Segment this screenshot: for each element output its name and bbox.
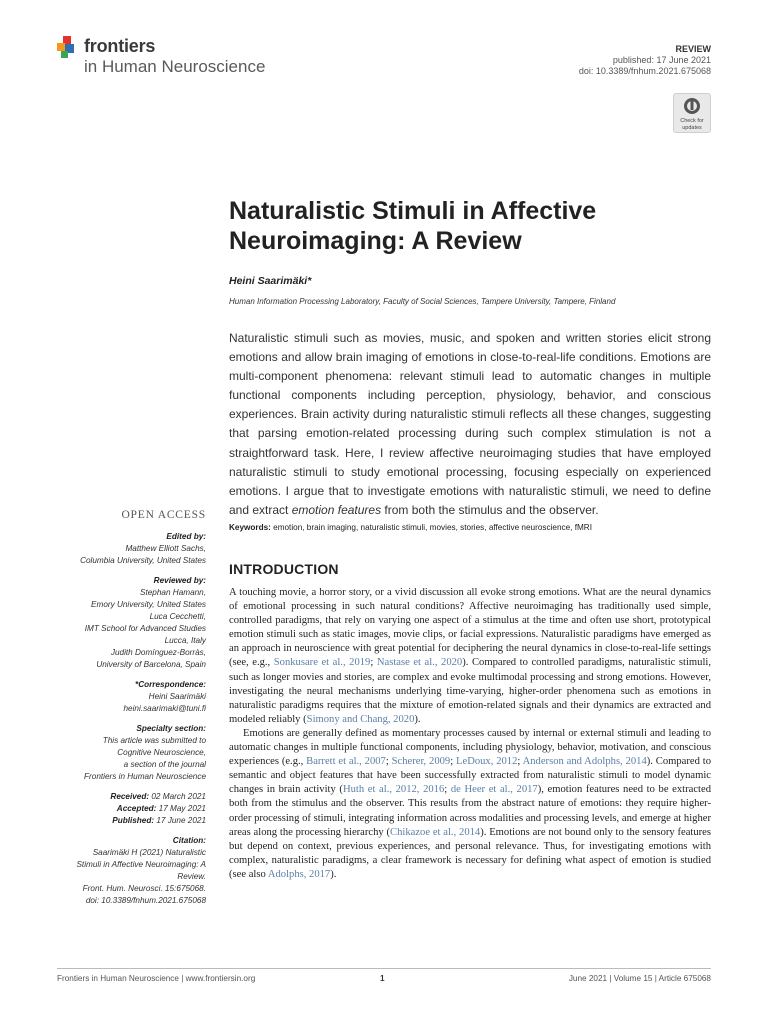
citation-link[interactable]: LeDoux, 2012 [456, 756, 518, 768]
abstract-emphasis: emotion features [291, 502, 382, 517]
citation-link[interactable]: Barrett et al., 2007 [306, 756, 386, 768]
citation-link[interactable]: Sonkusare et al., 2019 [273, 657, 371, 669]
article-type: REVIEW [675, 44, 711, 54]
keywords [229, 523, 711, 532]
open-access-label: OPEN ACCESS [121, 509, 206, 521]
frontiers-logo-icon [57, 36, 81, 60]
citation-link[interactable]: Huth et al., 2012, 2016 [342, 784, 445, 796]
page-number: 1 [380, 974, 385, 983]
paragraph-text: ). [330, 868, 337, 880]
paragraph-text: A touching movie, a horror story, or a vivid discussion all evoke strong emotions. What are the neural dynamics of emotional processing in such natural conditions? Affective neuroimaging has traditionally used simple, controlled paradigms, that rely on varying one aspect of a stimulus at the time and often use short, prototypical emotion stimuli such as static images, movie clips, or facial expressions. Naturalistic paradigms have emerged as an approach in neuroscience with great potential for deciphering the neural dynamics in close-to-real-life settings (see, e.g., [229, 587, 711, 669]
citation-link[interactable]: Nastase et al., 2020 [376, 657, 463, 669]
section-heading-introduction: INTRODUCTION [229, 561, 339, 577]
body-paragraph [229, 727, 711, 882]
footer-journal-site[interactable]: Frontiers in Human Neuroscience | www.frontiersin.org [57, 974, 256, 983]
citation-link[interactable]: de Heer et al., 2017 [450, 784, 538, 796]
logo-journal-name: in Human Neuroscience [84, 57, 266, 76]
journal-logo[interactable] [57, 34, 317, 82]
citation-link[interactable]: Scherer, 2009 [391, 756, 451, 768]
paragraph-text: ). Compared to semantic and object features that have been successfully extracted from naturalistic stimuli to model dynamic changes in brain activity ( [229, 756, 711, 796]
paragraph-text: ; [385, 756, 392, 768]
reviewer-line: IMT School for Advanced Studies [84, 624, 206, 633]
received-date: Received: 02 March 2021 [110, 792, 206, 801]
published-date-sidebar: Published: 17 June 2021 [112, 816, 206, 825]
paragraph-text: ). Compared to controlled paradigms, naturalistic stimuli, such as longer movies and stories, are complex and evoke multimodal processing and strong emotions. However, investigating the neural mechanisms underlying time-varying, higher-order phenomena such as emotions in naturalistic paradigms requires that the mixture of emotion-related signals and their dynamics are extracted and modeled reliably ( [229, 657, 711, 725]
badge-text: Check for updates [680, 118, 704, 131]
keywords-label: Keywords: [229, 523, 271, 532]
dates-block [6, 791, 206, 827]
footer-volume-info: June 2021 | Volume 15 | Article 675068 [568, 974, 711, 983]
citation-doi[interactable]: doi: 10.3389/fnhum.2021.675068 [85, 896, 206, 905]
keywords-list: emotion, brain imaging, naturalistic stimuli, movies, stories, affective neuroscience, fMRI [270, 523, 592, 532]
paragraph-text: ). [414, 713, 421, 725]
author-name[interactable]: Heini Saarimäki* [229, 275, 312, 287]
citation-link[interactable]: Adolphs, 2017 [267, 868, 331, 880]
reviewer-line: University of Barcelona, Spain [96, 660, 206, 669]
reviewer-line[interactable]: Luca Cecchetti, [149, 612, 206, 621]
published-date: published: 17 June 2021 [612, 55, 711, 65]
body-paragraph [229, 586, 711, 727]
footer-divider [57, 968, 711, 969]
correspondence-email[interactable]: heini.saarimaki@tuni.fi [123, 704, 206, 713]
paragraph-text: Emotions are generally defined as momentary processes caused by internal or external stimuli and leading to automatic changes in multiple functional components, including physiology, behavior, motivation, and conscious experiences (e.g., [229, 727, 711, 768]
check-updates-icon [683, 97, 701, 115]
accepted-date: Accepted: 17 May 2021 [116, 804, 206, 813]
reviewer-line[interactable]: Stephan Hamann, [140, 588, 206, 597]
reviewer-line: Emory University, United States [91, 600, 206, 609]
reviewed-by-block: Reviewed by: Stephan Hamann, Emory University, United States Luca Cecchetti, IMT School for Advanced Studies Lucca, Italy Judith Domínguez-Borràs, University of Barcelona, Spain [6, 575, 206, 671]
article-title: Naturalistic Stimuli in Affective Neuroimaging: A Review [229, 197, 597, 255]
article-info-sidebar [6, 509, 206, 915]
logo-brand: frontiers [84, 36, 156, 56]
check-for-updates-badge[interactable] [673, 93, 711, 133]
introduction-body [229, 586, 711, 882]
article-meta-header [579, 44, 711, 77]
reviewer-line: Lucca, Italy [164, 636, 206, 645]
doi-link[interactable]: doi: 10.3389/fnhum.2021.675068 [578, 66, 711, 76]
correspondence-block: *Correspondence: Heini Saarimäki heini.saarimaki@tuni.fi [6, 679, 206, 715]
citation-link[interactable]: Chikazoe et al., 2014 [390, 826, 481, 838]
paragraph-text: ; [444, 784, 451, 796]
paragraph-text: ). Emotions are not bound only to the sensory features but depend on context, previous experiences, and personal relevance. Thus, for investigating emotions with complex, naturalistic paradigms, a clear framework is necessary for defining what aspect of emotion is studied (see also [229, 826, 712, 880]
citation-link[interactable]: Anderson and Adolphs, 2014 [522, 756, 647, 768]
abstract: Naturalistic stimuli such as movies, music, and spoken and written stories elicit strong emotions and allow brain imaging of emotions in close-to-real-life conditions. Emotions are multi-component phenomena: relevant stimuli lead to automatic changes in multiple functional components including perception, physiology, behavior, and conscious experiences. Brain activity during naturalistic stimuli reflects all these changes, suggesting that parsing emotion-related processing during such complex stimulation is not a straightforward task. Here, I review affective neuroimaging studies that have employed naturalistic stimuli to study emotional processing, focusing especially on experienced emotions. I argue that to investigate emotions with naturalistic stimuli, we need to define and extract emotion features from both the stimulus and the observer. [229, 331, 711, 517]
citation-block: Citation: Saarimäki H (2021) Naturalistic Stimuli in Affective Neuroimaging: A Review. Front. Hum. Neurosci. 15:675068. doi: 10.3389/fnhum.2021.675068 [6, 835, 206, 907]
paragraph-text: ), emotion features need to be extracted both from the stimulus and the observer. This results from the abstract nature of emotions: they require higher-order processing of stimuli, integrating information across modalities and processing levels, and emerge at higher areas along the processing hierarchy ( [229, 784, 711, 838]
author-affiliation: Human Information Processing Laboratory, Faculty of Social Sciences, Tampere University, Tampere, Finland [229, 297, 616, 306]
specialty-section-block: Specialty section: This article was submitted to Cognitive Neuroscience, a section of the journal Frontiers in Human Neuroscience [84, 724, 206, 781]
paragraph-text: ; [370, 657, 377, 669]
citation-link[interactable]: Simony and Chang, 2020 [306, 713, 415, 725]
paragraph-text: ; [517, 756, 523, 768]
edited-by-block: Edited by: Matthew Elliott Sachs, Columbia University, United States [6, 531, 206, 567]
paragraph-text: ; [450, 756, 457, 768]
reviewer-line[interactable]: Judith Domínguez-Borràs, [110, 648, 206, 657]
editor-name[interactable]: Matthew Elliott Sachs, [125, 544, 206, 553]
